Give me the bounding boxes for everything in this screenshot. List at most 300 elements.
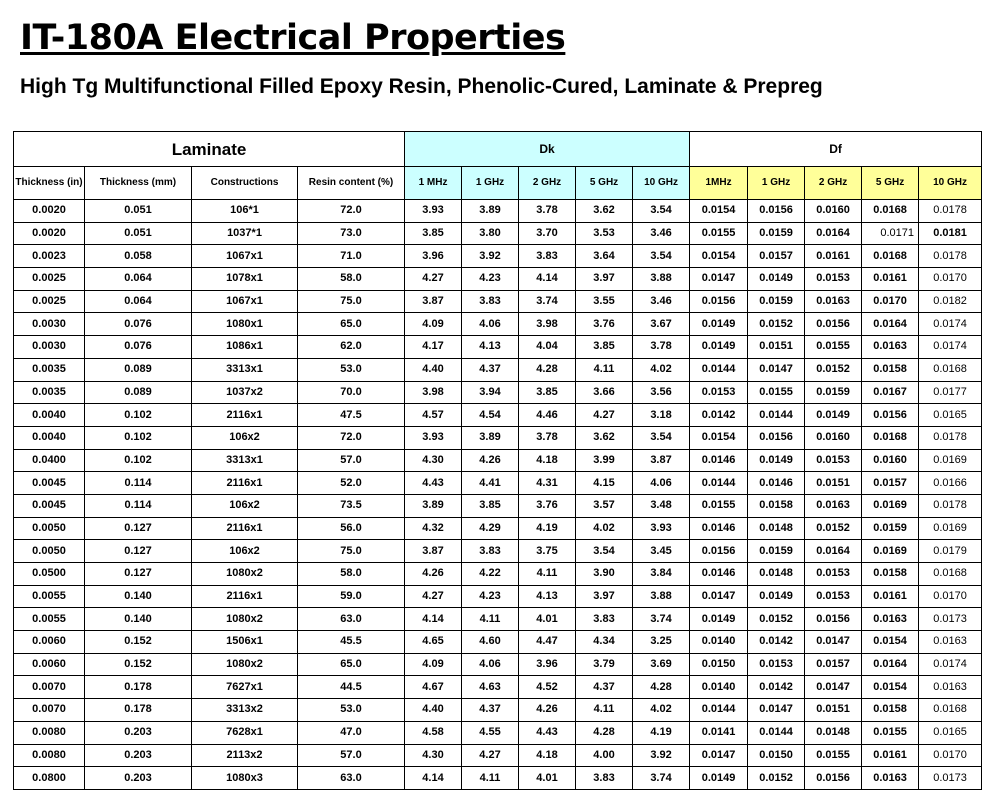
column-header: Resin content (%) — [298, 167, 405, 200]
table-cell: 3.88 — [633, 268, 690, 291]
table-cell: 106x2 — [192, 494, 298, 517]
table-cell: 0.0050 — [14, 540, 85, 563]
table-cell: 3.97 — [576, 268, 633, 291]
table-cell: 0.203 — [85, 721, 192, 744]
table-cell: 4.27 — [405, 585, 462, 608]
table-cell: 0.0142 — [748, 631, 805, 654]
table-cell: 0.0178 — [919, 200, 982, 223]
table-cell: 0.0161 — [805, 245, 862, 268]
table-cell: 0.0178 — [919, 494, 982, 517]
table-cell: 0.0140 — [690, 676, 748, 699]
table-cell: 0.0163 — [805, 494, 862, 517]
table-cell: 0.0156 — [690, 540, 748, 563]
table-cell: 0.0045 — [14, 472, 85, 495]
table-cell: 4.26 — [519, 699, 576, 722]
column-header: 10 GHz — [633, 167, 690, 200]
table-cell: 0.0159 — [748, 222, 805, 245]
table-cell: 1080x1 — [192, 313, 298, 336]
table-cell: 4.09 — [405, 653, 462, 676]
table-cell: 0.0149 — [690, 313, 748, 336]
table-cell: 4.17 — [405, 336, 462, 359]
table-cell: 0.0163 — [919, 631, 982, 654]
table-cell: 0.0168 — [919, 358, 982, 381]
table-cell: 0.0142 — [690, 404, 748, 427]
table-cell: 2116x1 — [192, 404, 298, 427]
table-cell: 0.0152 — [805, 517, 862, 540]
table-cell: 3.79 — [576, 653, 633, 676]
table-row — [14, 426, 982, 449]
table-cell: 4.32 — [405, 517, 462, 540]
table-cell: 0.0153 — [805, 563, 862, 586]
table-row — [14, 449, 982, 472]
table-cell: 0.0164 — [862, 653, 919, 676]
table-cell: 0.0156 — [805, 313, 862, 336]
table-cell: 3.85 — [462, 494, 519, 517]
table-cell: 1037*1 — [192, 222, 298, 245]
table-cell: 52.0 — [298, 472, 405, 495]
table-cell: 0.152 — [85, 631, 192, 654]
table-cell: 0.0157 — [862, 472, 919, 495]
table-cell: 3.93 — [405, 426, 462, 449]
table-cell: 0.0020 — [14, 222, 85, 245]
table-cell: 2116x1 — [192, 585, 298, 608]
table-cell: 3.87 — [633, 449, 690, 472]
table-cell: 4.47 — [519, 631, 576, 654]
table-body — [14, 200, 982, 790]
table-cell: 1067x1 — [192, 290, 298, 313]
table-cell: 3.98 — [405, 381, 462, 404]
table-cell: 0.0149 — [748, 449, 805, 472]
table-cell: 3.18 — [633, 404, 690, 427]
column-header: 2 GHz — [519, 167, 576, 200]
table-cell: 0.0153 — [805, 449, 862, 472]
table-cell: 7627x1 — [192, 676, 298, 699]
table-cell: 0.0163 — [919, 676, 982, 699]
table-cell: 3.53 — [576, 222, 633, 245]
table-cell: 3.25 — [633, 631, 690, 654]
table-cell: 4.06 — [462, 313, 519, 336]
table-cell: 0.0030 — [14, 313, 85, 336]
table-cell: 4.28 — [633, 676, 690, 699]
table-cell: 0.089 — [85, 381, 192, 404]
column-header: 5 GHz — [576, 167, 633, 200]
table-cell: 0.0155 — [690, 222, 748, 245]
table-cell: 0.0173 — [919, 767, 982, 790]
table-cell: 0.0167 — [862, 381, 919, 404]
table-row — [14, 676, 982, 699]
table-cell: 4.34 — [576, 631, 633, 654]
table-cell: 4.40 — [405, 358, 462, 381]
column-header: Thickness (in) — [14, 167, 85, 200]
table-cell: 0.0025 — [14, 268, 85, 291]
table-cell: 3.93 — [633, 517, 690, 540]
table-cell: 0.0149 — [690, 767, 748, 790]
table-cell: 71.0 — [298, 245, 405, 268]
table-cell: 4.55 — [462, 721, 519, 744]
table-cell: 3.64 — [576, 245, 633, 268]
table-cell: 0.203 — [85, 767, 192, 790]
table-cell: 0.0161 — [862, 585, 919, 608]
table-cell: 3.83 — [462, 540, 519, 563]
table-cell: 56.0 — [298, 517, 405, 540]
table-cell: 0.0153 — [748, 653, 805, 676]
table-cell: 0.0149 — [805, 404, 862, 427]
table-cell: 4.40 — [405, 699, 462, 722]
table-row — [14, 767, 982, 790]
table-cell: 0.0025 — [14, 290, 85, 313]
table-cell: 3.85 — [576, 336, 633, 359]
table-cell: 75.0 — [298, 290, 405, 313]
table-cell: 70.0 — [298, 381, 405, 404]
table-cell: 0.0035 — [14, 381, 85, 404]
table-cell: 3.96 — [405, 245, 462, 268]
table-cell: 3.98 — [519, 313, 576, 336]
table-cell: 4.26 — [462, 449, 519, 472]
table-cell: 4.28 — [576, 721, 633, 744]
table-cell: 72.0 — [298, 426, 405, 449]
table-cell: 0.0153 — [805, 585, 862, 608]
table-cell: 0.0163 — [805, 290, 862, 313]
table-cell: 4.54 — [462, 404, 519, 427]
table-cell: 4.63 — [462, 676, 519, 699]
table-cell: 3.89 — [462, 200, 519, 223]
table-cell: 44.5 — [298, 676, 405, 699]
table-cell: 106x2 — [192, 540, 298, 563]
table-cell: 0.0144 — [690, 699, 748, 722]
table-cell: 106x2 — [192, 426, 298, 449]
table-cell: 0.0045 — [14, 494, 85, 517]
column-header: Constructions — [192, 167, 298, 200]
table-row — [14, 404, 982, 427]
table-cell: 0.0168 — [862, 426, 919, 449]
table-cell: 0.0171 — [862, 222, 919, 245]
table-cell: 4.02 — [633, 699, 690, 722]
table-cell: 0.089 — [85, 358, 192, 381]
table-cell: 1078x1 — [192, 268, 298, 291]
table-cell: 4.19 — [633, 721, 690, 744]
table-cell: 3313x2 — [192, 699, 298, 722]
table-cell: 0.0155 — [748, 381, 805, 404]
table-cell: 0.0161 — [862, 744, 919, 767]
table-cell: 0.0146 — [690, 563, 748, 586]
table-cell: 0.0156 — [805, 608, 862, 631]
table-cell: 4.11 — [519, 563, 576, 586]
table-cell: 3.69 — [633, 653, 690, 676]
table-row — [14, 200, 982, 223]
column-header: 1 GHz — [748, 167, 805, 200]
table-cell: 0.0156 — [862, 404, 919, 427]
table-cell: 0.0148 — [748, 517, 805, 540]
table-cell: 73.5 — [298, 494, 405, 517]
table-cell: 0.0160 — [805, 426, 862, 449]
table-cell: 0.076 — [85, 313, 192, 336]
table-cell: 0.0147 — [748, 699, 805, 722]
table-cell: 3.54 — [633, 245, 690, 268]
group-header-laminate: Laminate — [14, 132, 405, 167]
table-cell: 0.0164 — [805, 222, 862, 245]
table-cell: 3.76 — [519, 494, 576, 517]
table-cell: 0.114 — [85, 472, 192, 495]
table-cell: 3.97 — [576, 585, 633, 608]
table-cell: 4.01 — [519, 608, 576, 631]
table-cell: 4.37 — [462, 358, 519, 381]
table-cell: 0.0149 — [690, 608, 748, 631]
column-header: 1MHz — [690, 167, 748, 200]
table-cell: 4.06 — [633, 472, 690, 495]
table-cell: 0.0146 — [748, 472, 805, 495]
table-cell: 3.90 — [576, 563, 633, 586]
table-cell: 4.14 — [405, 608, 462, 631]
table-cell: 0.0400 — [14, 449, 85, 472]
table-cell: 0.0151 — [805, 699, 862, 722]
table-row — [14, 358, 982, 381]
table-cell: 3.92 — [633, 744, 690, 767]
table-cell: 58.0 — [298, 563, 405, 586]
table-cell: 0.0040 — [14, 404, 85, 427]
table-cell: 3.54 — [633, 426, 690, 449]
table-cell: 0.0147 — [690, 268, 748, 291]
table-cell: 65.0 — [298, 653, 405, 676]
table-cell: 4.60 — [462, 631, 519, 654]
table-cell: 0.0159 — [805, 381, 862, 404]
table-cell: 4.43 — [405, 472, 462, 495]
table-cell: 0.076 — [85, 336, 192, 359]
table-cell: 0.0152 — [748, 608, 805, 631]
table-cell: 0.0159 — [748, 540, 805, 563]
table-cell: 4.41 — [462, 472, 519, 495]
table-cell: 0.0156 — [748, 426, 805, 449]
column-header: 2 GHz — [805, 167, 862, 200]
table-cell: 53.0 — [298, 699, 405, 722]
table-cell: 3.45 — [633, 540, 690, 563]
table-cell: 0.0178 — [919, 245, 982, 268]
table-cell: 0.0155 — [805, 744, 862, 767]
table-cell: 0.0800 — [14, 767, 85, 790]
table-cell: 0.0060 — [14, 653, 85, 676]
table-cell: 75.0 — [298, 540, 405, 563]
group-header-df: Df — [690, 132, 982, 167]
table-cell: 3.96 — [519, 653, 576, 676]
table-cell: 0.051 — [85, 222, 192, 245]
table-cell: 0.0149 — [690, 336, 748, 359]
table-row — [14, 517, 982, 540]
table-cell: 0.0147 — [690, 585, 748, 608]
table-cell: 47.5 — [298, 404, 405, 427]
table-cell: 3.85 — [405, 222, 462, 245]
table-cell: 0.0040 — [14, 426, 85, 449]
table-cell: 0.0158 — [862, 699, 919, 722]
table-cell: 0.0168 — [862, 200, 919, 223]
table-cell: 3.48 — [633, 494, 690, 517]
table-row — [14, 585, 982, 608]
table-cell: 0.102 — [85, 449, 192, 472]
table-cell: 4.27 — [576, 404, 633, 427]
table-cell: 0.0144 — [690, 472, 748, 495]
table-cell: 0.0154 — [862, 676, 919, 699]
table-cell: 0.0152 — [748, 313, 805, 336]
table-cell: 63.0 — [298, 767, 405, 790]
table-cell: 3313x1 — [192, 358, 298, 381]
table-cell: 0.0156 — [805, 767, 862, 790]
table-cell: 3.89 — [405, 494, 462, 517]
table-cell: 1506x1 — [192, 631, 298, 654]
table-cell: 0.051 — [85, 200, 192, 223]
table-cell: 0.0149 — [748, 268, 805, 291]
column-header: 10 GHz — [919, 167, 982, 200]
table-cell: 0.127 — [85, 540, 192, 563]
table-cell: 0.0080 — [14, 721, 85, 744]
table-cell: 0.0070 — [14, 699, 85, 722]
table-cell: 3313x1 — [192, 449, 298, 472]
table-cell: 0.0174 — [919, 336, 982, 359]
table-cell: 0.0158 — [862, 563, 919, 586]
table-cell: 0.0177 — [919, 381, 982, 404]
table-cell: 4.26 — [405, 563, 462, 586]
table-cell: 4.14 — [405, 767, 462, 790]
table-cell: 4.65 — [405, 631, 462, 654]
table-cell: 0.0170 — [862, 290, 919, 313]
table-cell: 0.0144 — [690, 358, 748, 381]
table-cell: 73.0 — [298, 222, 405, 245]
table-cell: 0.0169 — [919, 449, 982, 472]
table-cell: 0.0060 — [14, 631, 85, 654]
table-cell: 0.0163 — [862, 336, 919, 359]
table-cell: 0.140 — [85, 608, 192, 631]
table-cell: 1086x1 — [192, 336, 298, 359]
table-cell: 4.06 — [462, 653, 519, 676]
table-cell: 3.74 — [633, 608, 690, 631]
table-cell: 4.28 — [519, 358, 576, 381]
table-cell: 4.58 — [405, 721, 462, 744]
table-cell: 0.0020 — [14, 200, 85, 223]
table-row — [14, 381, 982, 404]
table-row — [14, 290, 982, 313]
table-cell: 3.83 — [519, 245, 576, 268]
table-cell: 3.46 — [633, 290, 690, 313]
table-cell: 3.74 — [519, 290, 576, 313]
table-cell: 0.140 — [85, 585, 192, 608]
table-cell: 0.0154 — [690, 426, 748, 449]
table-cell: 4.30 — [405, 744, 462, 767]
table-cell: 57.0 — [298, 744, 405, 767]
table-cell: 3.75 — [519, 540, 576, 563]
table-cell: 0.0168 — [919, 699, 982, 722]
table-row — [14, 268, 982, 291]
table-cell: 0.0151 — [748, 336, 805, 359]
table-cell: 0.0169 — [919, 517, 982, 540]
table-cell: 3.99 — [576, 449, 633, 472]
table-cell: 0.0152 — [805, 358, 862, 381]
table-cell: 3.78 — [519, 426, 576, 449]
table-cell: 58.0 — [298, 268, 405, 291]
table-cell: 0.0179 — [919, 540, 982, 563]
table-cell: 0.0150 — [690, 653, 748, 676]
table-cell: 1080x2 — [192, 563, 298, 586]
table-row — [14, 699, 982, 722]
table-cell: 0.0155 — [690, 494, 748, 517]
table-cell: 3.67 — [633, 313, 690, 336]
table-cell: 0.0140 — [690, 631, 748, 654]
table-cell: 3.66 — [576, 381, 633, 404]
table-cell: 0.0155 — [805, 336, 862, 359]
table-cell: 0.0152 — [748, 767, 805, 790]
table-cell: 3.74 — [633, 767, 690, 790]
table-cell: 0.0158 — [862, 358, 919, 381]
table-cell: 4.04 — [519, 336, 576, 359]
table-cell: 0.0030 — [14, 336, 85, 359]
table-cell: 3.46 — [633, 222, 690, 245]
table-cell: 0.064 — [85, 290, 192, 313]
table-cell: 2113x2 — [192, 744, 298, 767]
table-cell: 0.0023 — [14, 245, 85, 268]
table-row — [14, 313, 982, 336]
table-cell: 0.0147 — [748, 358, 805, 381]
table-cell: 4.30 — [405, 449, 462, 472]
table-cell: 4.27 — [405, 268, 462, 291]
group-header-dk: Dk — [405, 132, 690, 167]
electrical-properties-table — [13, 131, 982, 790]
table-cell: 0.0164 — [805, 540, 862, 563]
table-cell: 0.0164 — [862, 313, 919, 336]
table-cell: 7628x1 — [192, 721, 298, 744]
table-cell: 0.0149 — [748, 585, 805, 608]
table-cell: 0.0035 — [14, 358, 85, 381]
table-cell: 0.0147 — [805, 631, 862, 654]
table-cell: 0.0156 — [690, 290, 748, 313]
table-cell: 0.0170 — [919, 268, 982, 291]
table-row — [14, 472, 982, 495]
table-cell: 4.57 — [405, 404, 462, 427]
table-cell: 0.0055 — [14, 585, 85, 608]
table-cell: 3.76 — [576, 313, 633, 336]
table-cell: 0.0144 — [748, 721, 805, 744]
table-row — [14, 653, 982, 676]
table-cell: 0.127 — [85, 563, 192, 586]
table-cell: 3.83 — [462, 290, 519, 313]
table-row — [14, 744, 982, 767]
table-cell: 3.92 — [462, 245, 519, 268]
table-cell: 0.0159 — [748, 290, 805, 313]
table-row — [14, 245, 982, 268]
table-cell: 0.0165 — [919, 721, 982, 744]
table-cell: 4.19 — [519, 517, 576, 540]
table-cell: 0.0173 — [919, 608, 982, 631]
table-row — [14, 563, 982, 586]
table-cell: 4.11 — [576, 358, 633, 381]
table-cell: 4.31 — [519, 472, 576, 495]
table-cell: 0.0166 — [919, 472, 982, 495]
table-cell: 4.02 — [633, 358, 690, 381]
table-cell: 0.0155 — [862, 721, 919, 744]
table-cell: 3.54 — [633, 200, 690, 223]
table-cell: 0.178 — [85, 699, 192, 722]
table-cell: 4.15 — [576, 472, 633, 495]
table-cell: 0.102 — [85, 404, 192, 427]
table-cell: 0.0148 — [748, 563, 805, 586]
table-cell: 3.87 — [405, 290, 462, 313]
table-cell: 1080x2 — [192, 653, 298, 676]
table-cell: 0.0151 — [805, 472, 862, 495]
table-cell: 0.0154 — [862, 631, 919, 654]
table-cell: 0.0159 — [862, 517, 919, 540]
page-title: IT-180A Electrical Properties — [20, 18, 566, 58]
table-cell: 0.0161 — [862, 268, 919, 291]
column-header: 1 MHz — [405, 167, 462, 200]
table-row — [14, 222, 982, 245]
table-cell: 3.85 — [519, 381, 576, 404]
table-row — [14, 494, 982, 517]
table-cell: 0.0178 — [919, 426, 982, 449]
